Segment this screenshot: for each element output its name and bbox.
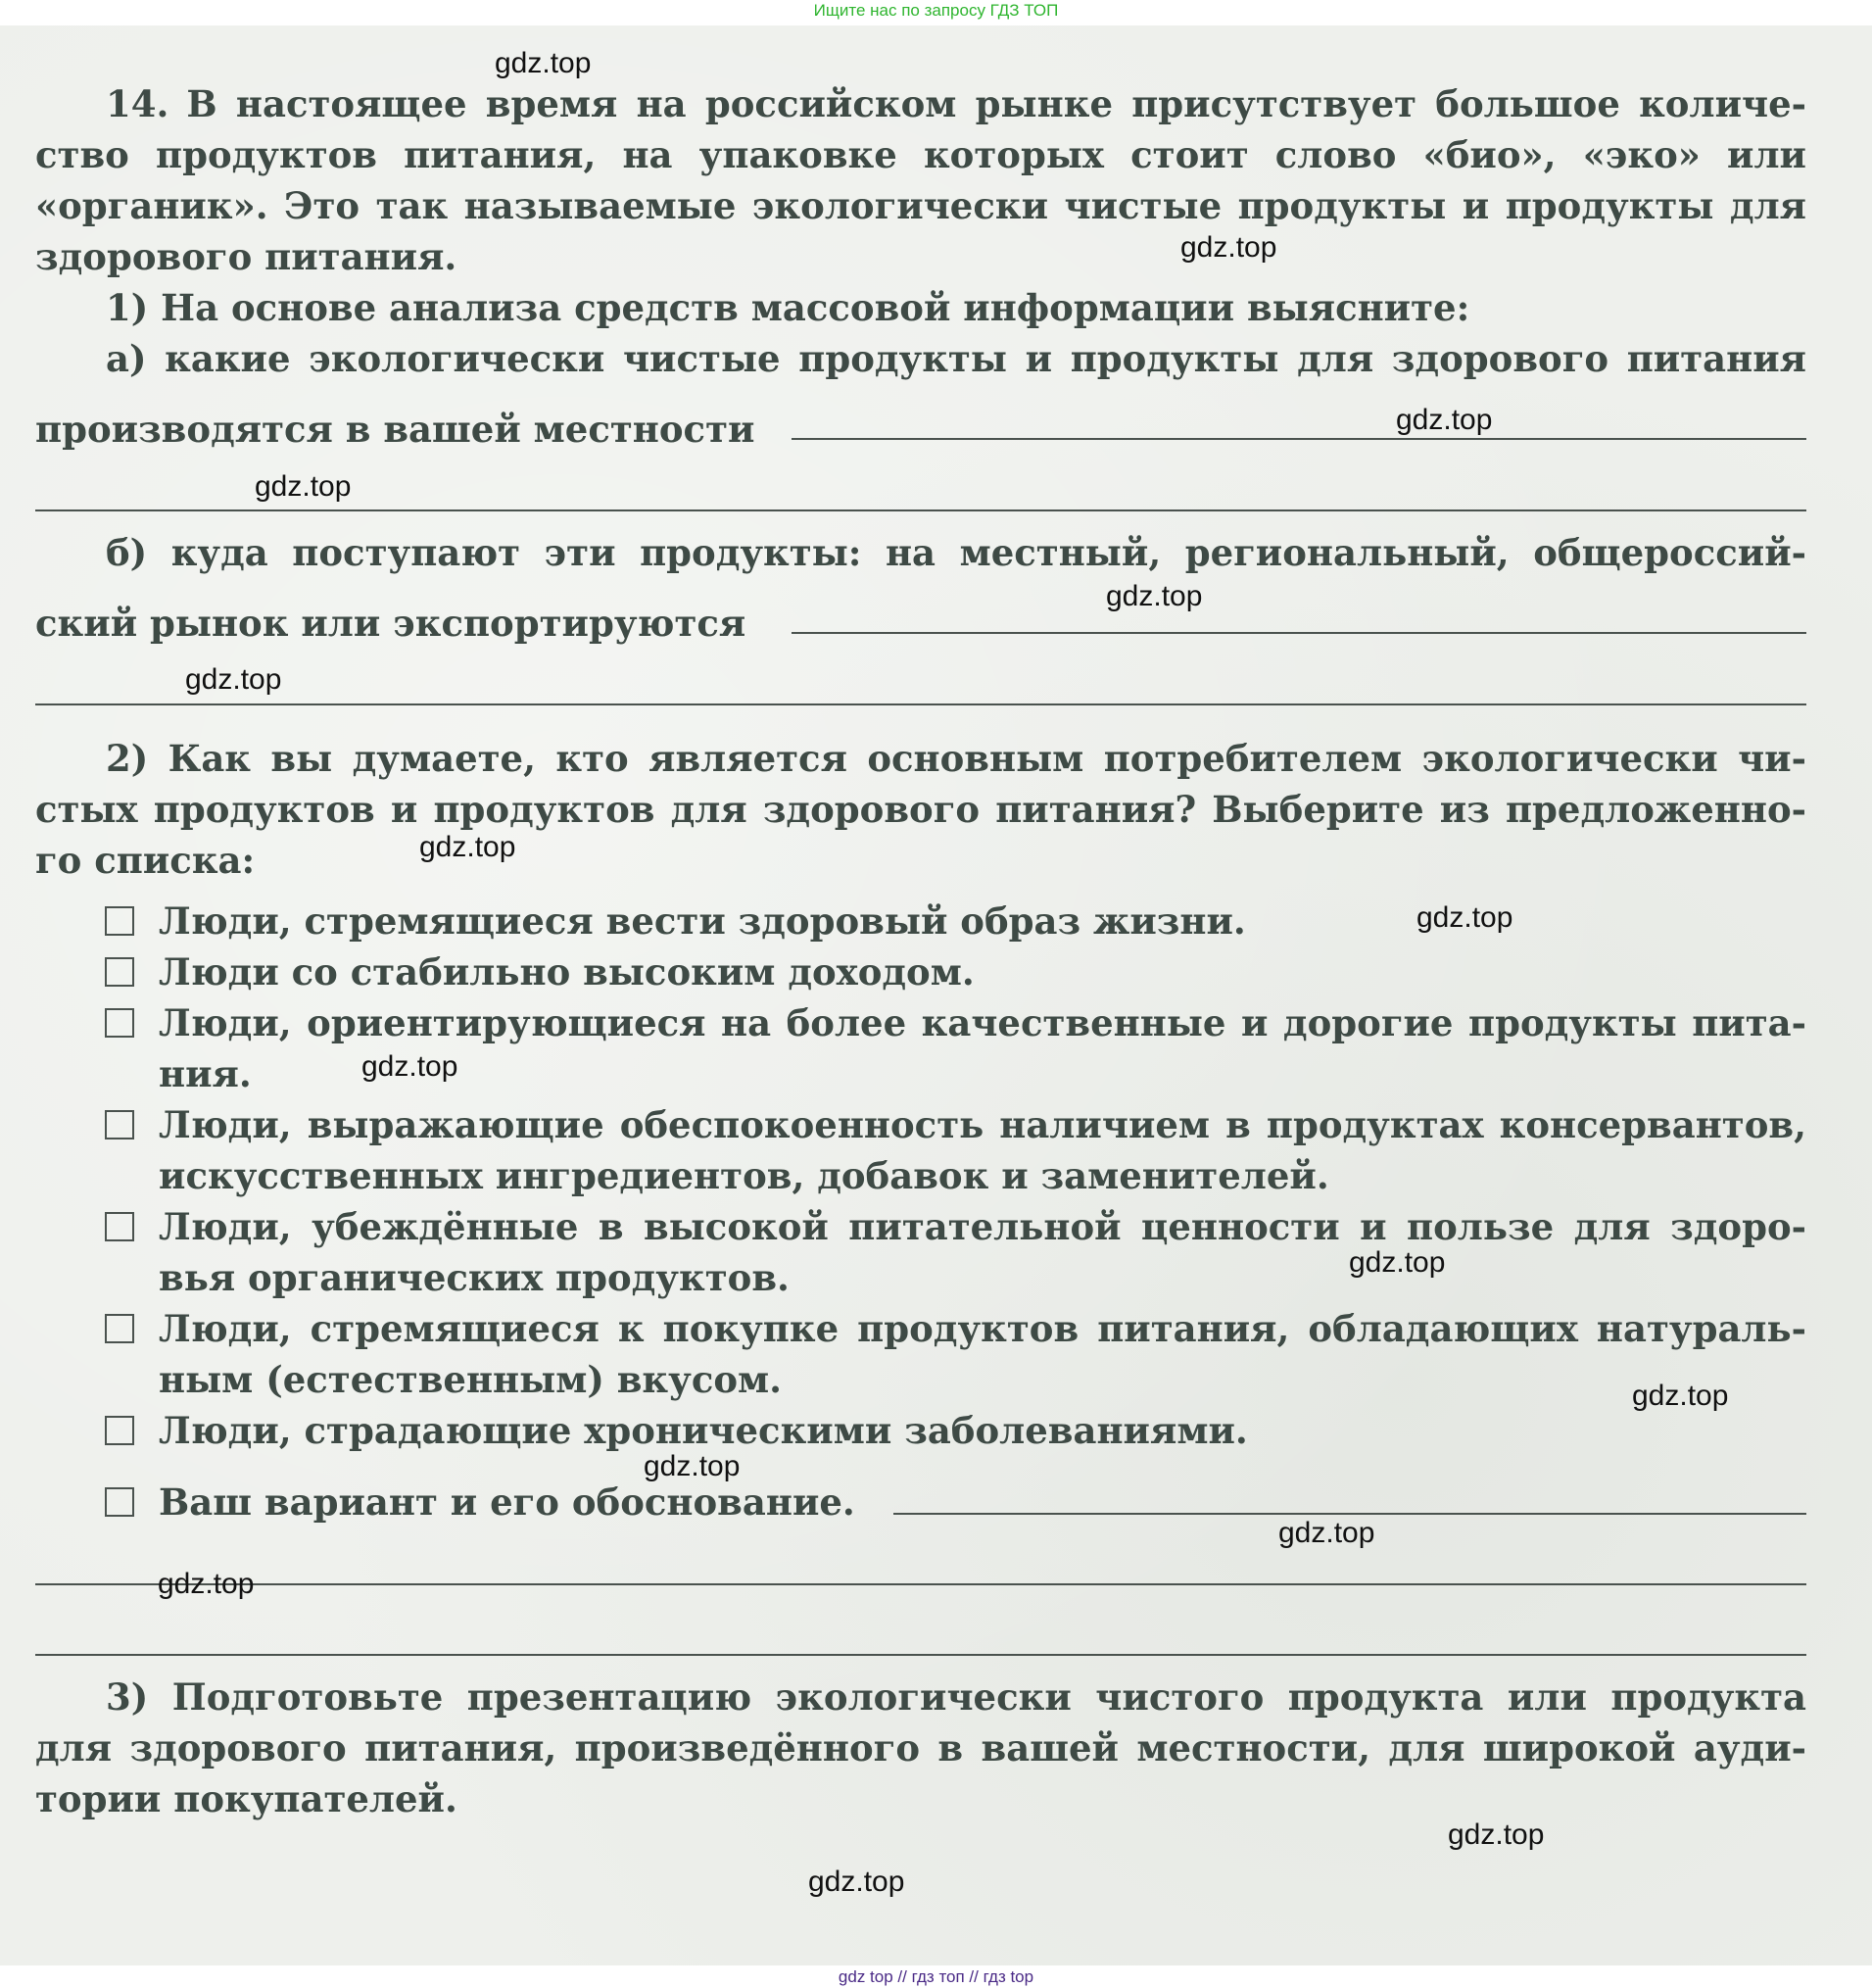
q1-b-answer-line-2[interactable] xyxy=(35,703,1806,705)
watermark: gdz.top xyxy=(1632,1380,1729,1412)
option-8-line-1: Ваш вариант и его обоснование. xyxy=(159,1480,855,1524)
q2-line-1: 2) Как вы думаете, кто является основным потребителем экологически чи- xyxy=(106,737,1806,780)
q2-line-2: стых продуктов и продуктов для здорового питания? Выберите из предложенно- xyxy=(35,788,1806,831)
watermark: gdz.top xyxy=(255,470,352,503)
option-2-line-1: Люди со стабильно высоким доходом. xyxy=(159,950,975,994)
watermark: gdz.top xyxy=(1448,1818,1545,1851)
intro-line-1 xyxy=(106,78,1806,129)
watermark: gdz.top xyxy=(1180,231,1277,264)
option-3-checkbox[interactable] xyxy=(105,1008,134,1038)
q3-line-2: для здорового питания, произведённого в вашей местности, для широкой ауди- xyxy=(35,1726,1806,1770)
q1-a-line-2: производятся в вашей местности xyxy=(35,408,755,451)
q1-b-line-2: ский рынок или экспортируются xyxy=(35,602,746,645)
option-1-checkbox[interactable] xyxy=(105,906,134,936)
q2-line-3: го списка: xyxy=(35,839,256,882)
watermark: gdz.top xyxy=(644,1450,741,1482)
option-8-answer-line-1[interactable] xyxy=(893,1513,1806,1515)
q3-line-1: 3) Подготовьте презентацию экологически чистого продукта или продукта xyxy=(106,1675,1806,1719)
watermark: gdz.top xyxy=(1396,404,1493,436)
option-8-answer-line-3[interactable] xyxy=(35,1654,1806,1656)
intro-line-1-text: В настоящее время на российском рынке присутствует большое количе- xyxy=(186,82,1806,125)
watermark: gdz.top xyxy=(1278,1517,1375,1549)
watermark: gdz.top xyxy=(808,1866,905,1898)
q1-title: 1) На основе анализа средств массовой информации выясните: xyxy=(106,286,1470,329)
watermark: gdz.top xyxy=(419,831,516,863)
option-6-checkbox[interactable] xyxy=(105,1314,134,1343)
watermark: gdz.top xyxy=(158,1568,255,1600)
q1-b-answer-line-1[interactable] xyxy=(792,632,1806,634)
option-1-line-1: Люди, стремящиеся вести здоровый образ жизни. xyxy=(159,899,1246,943)
q1-a-line-1: а) какие экологически чистые продукты и продукты для здорового питания xyxy=(106,337,1806,380)
option-4-line-1: Люди, выражающие обеспокоенность наличием в продуктах консервантов, xyxy=(159,1103,1806,1146)
watermark: gdz.top xyxy=(361,1050,458,1083)
option-5-line-2: вья органических продуктов. xyxy=(159,1256,790,1299)
watermark: gdz.top xyxy=(185,663,282,696)
option-3-line-1: Люди, ориентирующиеся на более качественные и дорогие продукты пита- xyxy=(159,1001,1806,1044)
option-2-checkbox[interactable] xyxy=(105,957,134,987)
q3-line-3: тории покупателей. xyxy=(35,1777,457,1820)
intro-line-2: ство продуктов питания, на упаковке которых стоит слово «био», «эко» или xyxy=(35,133,1806,176)
watermark: gdz.top xyxy=(1106,580,1203,612)
watermark: gdz.top xyxy=(1349,1246,1446,1279)
option-3-line-2: ния. xyxy=(159,1052,252,1095)
option-4-line-2: искусственных ингредиентов, добавок и заменителей. xyxy=(159,1154,1329,1197)
watermark: gdz.top xyxy=(1416,901,1513,934)
option-4-checkbox[interactable] xyxy=(105,1110,134,1139)
option-5-line-1: Люди, убеждённые в высокой питательной ценности и пользе для здоро- xyxy=(159,1205,1806,1248)
option-8-checkbox[interactable] xyxy=(105,1487,134,1517)
option-7-line-1: Люди, страдающие хроническими заболеваниями. xyxy=(159,1409,1248,1452)
worksheet-page xyxy=(0,25,1872,1965)
q1-a-answer-line-1[interactable] xyxy=(792,438,1806,440)
option-7-checkbox[interactable] xyxy=(105,1416,134,1445)
watermark: gdz.top xyxy=(495,47,592,79)
top-banner: Ищите нас по запросу ГДЗ ТОП xyxy=(813,1,1059,20)
option-6-line-1: Люди, стремящиеся к покупке продуктов питания, обладающих натураль- xyxy=(159,1307,1806,1350)
option-6-line-2: ным (естественным) вкусом. xyxy=(159,1358,783,1401)
bottom-banner: gdz top // гдз топ // гдз top xyxy=(0,1965,1872,1988)
option-8-answer-line-2[interactable] xyxy=(35,1583,1806,1585)
intro-line-4: здорового питания. xyxy=(35,235,457,278)
intro-line-3: «органик». Это так называемые экологически чистые продукты и продукты для xyxy=(35,184,1806,227)
option-5-checkbox[interactable] xyxy=(105,1212,134,1241)
task-number: 14. xyxy=(106,82,169,125)
q1-a-answer-line-2[interactable] xyxy=(35,509,1806,511)
q1-b-line-1: б) куда поступают эти продукты: на местный, региональный, общероссий- xyxy=(106,531,1806,574)
